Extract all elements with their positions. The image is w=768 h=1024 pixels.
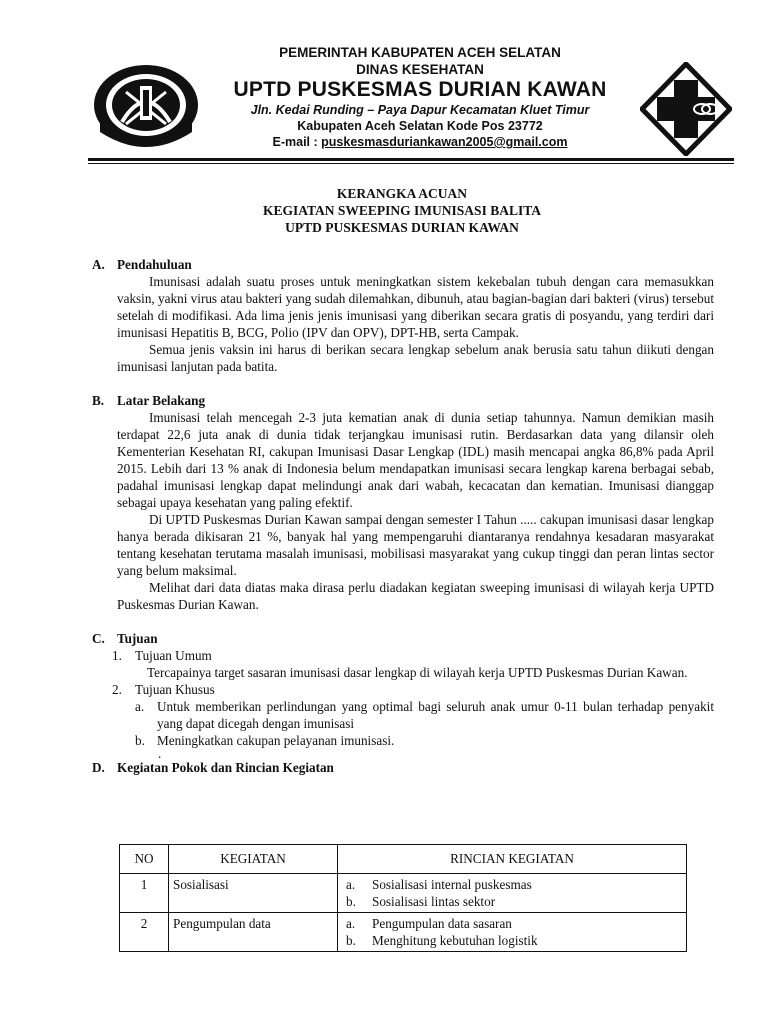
title-line-2: KEGIATAN SWEEPING IMUNISASI BALITA bbox=[263, 203, 541, 218]
cell-no: 1 bbox=[120, 874, 169, 913]
column-header: KEGIATAN bbox=[169, 845, 338, 874]
list-number: 2. bbox=[112, 682, 122, 697]
document-body bbox=[92, 256, 714, 776]
cell-kegiatan: Pengumpulan data bbox=[169, 913, 338, 952]
sub-list-text: Untuk memberikan perlindungan yang optimal bagi seluruh anak umur 0-11 bulan terhadap penyakit yang dapat dicegah dengan imunisasi bbox=[157, 699, 714, 731]
paragraph: Di UPTD Puskesmas Durian Kawan sampai dengan semester I Tahun ..... cakupan imunisasi dasar lengkap hanya berada dikisaran 21 %, banyak hal yang mempengaruhi diantaranya rendahnya kesadaran masyarakat tentang kesehatan terutama masalah imunisasi, mobilisasi masyarakat yang cukup tinggi dan peran lintas sector yang belum maksimal. bbox=[117, 512, 714, 578]
rincian-mark: a. bbox=[346, 916, 356, 931]
rincian-mark: b. bbox=[346, 894, 356, 909]
email-link[interactable]: puskesmasduriankawan2005@gmail.com bbox=[321, 135, 568, 149]
column-header: RINCIAN KEGIATAN bbox=[338, 845, 687, 874]
list-label: Tujuan Umum bbox=[135, 648, 212, 663]
column-header: NO bbox=[120, 845, 169, 874]
section-letter: D. bbox=[92, 760, 105, 775]
paragraph: Melihat dari data diatas maka dirasa perlu diadakan kegiatan sweeping imunisasi di wilayah kerja UPTD Puskesmas Durian Kawan. bbox=[117, 580, 714, 612]
section-letter: A. bbox=[92, 257, 105, 272]
section-b-heading bbox=[92, 392, 714, 409]
table-header-row bbox=[120, 845, 687, 874]
sub-list-mark: a. bbox=[135, 699, 145, 714]
letterhead-text bbox=[200, 44, 640, 150]
cell-no: 2 bbox=[120, 913, 169, 952]
paragraph: Imunisasi telah mencegah 2-3 juta kematian anak di dunia setiap tahunnya. Namun demikian masih terdapat 22,6 juta anak di dunia tidak terjangkau imunisasi rutin. Berdasarkan data yang dilansir oleh Kementerian Kesehatan RI, cakupan Imunisasi Dasar Lengkap (IDL) masih mencapai angka 86,8% pada April 2015. Lebih dari 13 % anak di Indonesia belum mendapatkan imunisasi secara lengkap karena berbagai sebab, padahal imunisasi lengkap dapat melindungi anak dari wabah, kecacatan dan kematian. Imunisasi dianggap sebagai upaya kesehatan yang paling efektif. bbox=[117, 410, 714, 510]
section-a-heading bbox=[92, 256, 714, 273]
rincian-mark: a. bbox=[346, 877, 356, 892]
email-label: E-mail : bbox=[272, 135, 322, 149]
rincian-item bbox=[342, 893, 682, 910]
rincian-item bbox=[342, 932, 682, 949]
section-c-heading bbox=[92, 630, 714, 647]
rincian-mark: b. bbox=[346, 933, 356, 948]
list-number: 1. bbox=[112, 648, 122, 663]
paragraph: Semua jenis vaksin ini harus di berikan secara lengkap sebelum anak berusia satu tahun diikuti dengan imunisasi lanjutan pada batita. bbox=[117, 342, 714, 374]
document-title bbox=[92, 185, 712, 236]
letterhead-rule bbox=[88, 158, 734, 161]
section-title: Latar Belakang bbox=[117, 393, 206, 408]
cell-rincian bbox=[338, 913, 687, 952]
cell-kegiatan: Sosialisasi bbox=[169, 874, 338, 913]
government-name: PEMERINTAH KABUPATEN ACEH SELATAN bbox=[279, 45, 561, 60]
institution-name: UPTD PUSKESMAS DURIAN KAWAN bbox=[233, 78, 607, 101]
section-title: Tujuan bbox=[117, 631, 158, 646]
title-line-3: UPTD PUSKESMAS DURIAN KAWAN bbox=[285, 220, 519, 235]
sub-list-item bbox=[92, 698, 714, 732]
sub-list-item bbox=[92, 732, 714, 749]
department-name: DINAS KESEHATAN bbox=[356, 62, 484, 77]
section-letter: B. bbox=[92, 393, 105, 408]
trailing-dot: . bbox=[158, 746, 162, 761]
activity-table bbox=[119, 844, 687, 952]
address-line-1: Jln. Kedai Runding – Paya Dapur Kecamatan Kluet Timur bbox=[250, 103, 590, 117]
letterhead bbox=[0, 40, 768, 160]
list-label: Tujuan Khusus bbox=[135, 682, 215, 697]
regency-emblem-icon bbox=[92, 62, 200, 148]
table-row bbox=[120, 874, 687, 913]
address-line-2: Kabupaten Aceh Selatan Kode Pos 23772 bbox=[297, 119, 543, 133]
rincian-text: Sosialisasi internal puskesmas bbox=[372, 877, 532, 892]
puskesmas-cross-icon bbox=[640, 62, 732, 156]
email-line bbox=[200, 134, 640, 150]
rincian-text: Sosialisasi lintas sektor bbox=[372, 894, 496, 909]
sub-list-text: Meningkatkan cakupan pelayanan imunisasi. bbox=[157, 733, 395, 748]
section-title: Kegiatan Pokok dan Rincian Kegiatan bbox=[117, 760, 334, 775]
rincian-text: Menghitung kebutuhan logistik bbox=[372, 933, 538, 948]
title-line-1: KERANGKA ACUAN bbox=[336, 186, 468, 201]
list-item bbox=[92, 647, 714, 664]
sub-list-mark: b. bbox=[135, 733, 145, 748]
paragraph: Imunisasi adalah suatu proses untuk meningkatkan sistem kekebalan tubuh dengan cara memasukkan vaksin, yakni virus atau bakteri yang sudah dilemahkan, dibunuh, atau bagian-bagian dari bakteri (virus) tersebut setelah di modifikasi. Ada lima jenis jenis imunisasi yang diberikan secara gratis di posyandu, yang terdiri dari imunisasi Hepatitis B, BCG, Polio (IPV dan OPV), DPT-HB, serta Campak. bbox=[117, 274, 714, 340]
rincian-text: Pengumpulan data sasaran bbox=[372, 916, 512, 931]
paragraph: Tercapainya target sasaran imunisasi dasar lengkap di wilayah kerja UPTD Puskesmas Durian Kawan. bbox=[147, 665, 688, 680]
rincian-item bbox=[342, 876, 682, 893]
section-d-heading bbox=[92, 759, 714, 776]
rincian-item bbox=[342, 915, 682, 932]
section-title: Pendahuluan bbox=[117, 257, 192, 272]
table-row bbox=[120, 913, 687, 952]
cell-rincian bbox=[338, 874, 687, 913]
letterhead-rule-thin bbox=[88, 163, 734, 164]
section-letter: C. bbox=[92, 631, 105, 646]
list-item bbox=[92, 681, 714, 698]
